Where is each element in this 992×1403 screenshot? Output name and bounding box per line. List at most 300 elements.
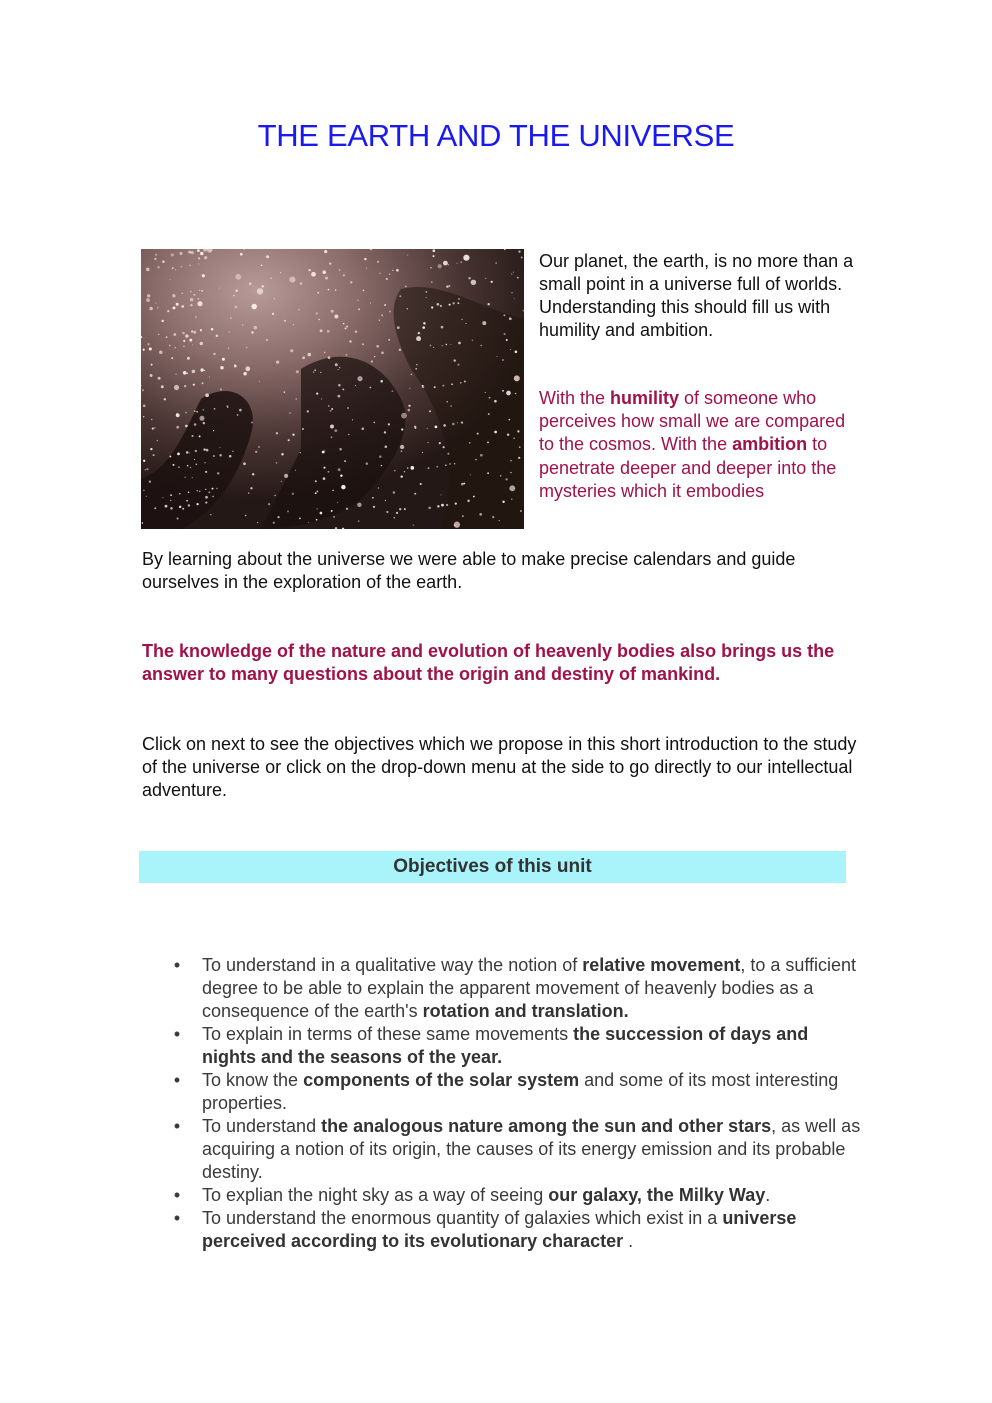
star-dot [449, 304, 451, 306]
star-dot [185, 477, 186, 478]
star-dot [410, 466, 414, 470]
star-dot [436, 466, 438, 468]
star-dot [338, 468, 341, 471]
star-dot [287, 510, 289, 512]
star-dot [315, 492, 317, 494]
star-dot [171, 357, 173, 359]
star-dot [185, 425, 188, 428]
star-dot [328, 289, 330, 291]
star-dot [499, 520, 500, 521]
star-dot [487, 442, 489, 444]
star-dot [500, 475, 501, 476]
star-dot [409, 388, 410, 389]
star-dot [404, 471, 405, 472]
list-item: • To understand in a qualitative way the notion of relative movement, to a sufficient degree to be able to explain the apparent movement of heavenly bodies as a consequence of the earth's rotation and translation. [173, 955, 857, 1021]
star-dot [273, 522, 275, 524]
star-dot [345, 327, 347, 329]
star-dot [491, 281, 493, 283]
star-dot [442, 345, 443, 346]
star-dot [372, 497, 374, 499]
star-dot [150, 448, 152, 450]
star-dot [190, 298, 193, 301]
star-dot [406, 308, 408, 310]
star-dot [185, 412, 187, 414]
star-dot [454, 522, 460, 528]
star-dot [331, 408, 333, 410]
star-dot [414, 493, 416, 495]
star-dot [182, 332, 185, 335]
star-dot [317, 292, 319, 294]
star-dot [376, 345, 379, 348]
star-dot [509, 317, 512, 320]
star-dot [152, 428, 154, 430]
star-dot [416, 336, 421, 341]
star-dot [172, 267, 174, 269]
star-dot [245, 515, 247, 517]
star-dot [450, 344, 451, 345]
star-dot [153, 454, 155, 456]
star-dot [174, 385, 179, 390]
star-dot [515, 350, 518, 353]
star-dot [284, 474, 288, 478]
star-dot [243, 462, 246, 465]
starfield-nebula-image [141, 249, 524, 529]
star-dot [400, 445, 404, 449]
star-dot [180, 252, 183, 255]
star-dot [407, 467, 409, 469]
star-dot [146, 468, 148, 470]
star-dot [262, 285, 264, 287]
star-dot [503, 314, 505, 316]
star-dot [185, 334, 188, 337]
star-dot [188, 251, 191, 254]
star-dot [203, 422, 205, 424]
star-dot [170, 279, 171, 280]
star-dot [270, 278, 271, 279]
star-dot [288, 439, 290, 441]
star-dot [212, 488, 214, 490]
star-dot [327, 330, 330, 333]
star-dot [357, 376, 362, 381]
star-dot [170, 507, 173, 510]
star-dot [379, 455, 382, 458]
star-dot [394, 517, 395, 518]
star-dot [187, 357, 190, 360]
star-dot [488, 413, 490, 415]
star-dot [183, 346, 184, 347]
star-dot [219, 287, 220, 288]
star-dot [379, 320, 380, 321]
star-dot [296, 398, 297, 399]
star-dot [454, 463, 455, 464]
star-dot [420, 483, 422, 485]
star-dot [355, 385, 356, 386]
star-dot [155, 254, 157, 256]
star-dot [446, 285, 449, 288]
star-dot [401, 413, 407, 419]
star-dot [338, 384, 341, 387]
star-dot [191, 330, 193, 332]
star-dot [385, 446, 388, 449]
star-dot [173, 306, 176, 309]
star-dot [189, 452, 190, 453]
star-dot [449, 463, 451, 465]
star-dot [373, 422, 375, 424]
star-dot [154, 507, 156, 509]
star-dot [434, 386, 436, 388]
star-dot [437, 303, 440, 306]
star-dot [243, 372, 246, 375]
star-dot [313, 371, 315, 373]
star-dot [308, 522, 309, 523]
star-dot [331, 510, 333, 512]
star-dot [381, 314, 383, 316]
star-dot [157, 266, 159, 268]
star-dot [250, 487, 252, 489]
star-dot [349, 340, 351, 342]
star-dot [173, 333, 176, 336]
bullet-icon: • [173, 1116, 181, 1136]
star-dot [201, 290, 203, 292]
star-dot [323, 467, 325, 469]
star-dot [162, 260, 164, 262]
star-dot [200, 329, 202, 331]
star-dot [399, 349, 401, 351]
star-dot [451, 405, 452, 406]
star-dot [175, 347, 176, 348]
star-dot [507, 434, 509, 436]
star-dot [182, 293, 184, 295]
star-dot [521, 257, 523, 259]
star-dot [380, 380, 383, 383]
star-dot [146, 298, 150, 302]
star-dot [311, 272, 316, 277]
star-dot [495, 262, 497, 264]
star-dot [235, 289, 238, 292]
star-dot [386, 278, 388, 280]
star-dot [298, 309, 300, 311]
star-dot [392, 270, 393, 271]
star-dot [511, 499, 512, 500]
star-dot [204, 256, 207, 259]
star-dot [295, 470, 296, 471]
star-dot [212, 496, 214, 498]
star-dot [198, 263, 199, 264]
humility-term: humility [610, 388, 680, 408]
star-dot [316, 393, 318, 395]
star-dot [192, 344, 193, 345]
star-dot [181, 266, 183, 268]
star-dot [266, 255, 269, 258]
star-dot [176, 426, 179, 429]
star-dot [205, 489, 206, 490]
star-dot [235, 274, 241, 280]
star-dot [252, 473, 254, 475]
star-dot [259, 381, 260, 382]
star-dot [199, 435, 201, 437]
star-dot [188, 491, 190, 493]
star-dot [378, 487, 380, 489]
star-dot [196, 503, 198, 505]
star-dot [446, 344, 447, 345]
star-dot [217, 472, 219, 474]
star-dot [438, 264, 442, 268]
star-dot [186, 451, 189, 454]
star-dot [502, 390, 504, 392]
star-dot [366, 267, 367, 268]
star-dot [205, 393, 209, 397]
star-dot [446, 504, 448, 506]
star-dot [158, 377, 161, 380]
star-dot [175, 269, 176, 270]
star-dot [422, 326, 425, 329]
star-dot [511, 292, 512, 293]
star-dot [187, 465, 189, 467]
star-dot [458, 298, 460, 300]
star-dot [384, 431, 386, 433]
star-dot [330, 425, 334, 429]
star-dot [514, 298, 515, 299]
star-dot [485, 278, 486, 279]
star-dot [195, 316, 197, 318]
star-dot [475, 459, 477, 461]
star-dot [442, 385, 444, 387]
star-dot [292, 434, 294, 436]
star-dot [370, 302, 371, 303]
star-dot [200, 252, 203, 255]
star-dot [222, 358, 225, 361]
star-dot [423, 322, 425, 324]
star-dot [416, 364, 418, 366]
star-dot [506, 339, 508, 341]
star-dot [184, 385, 186, 387]
star-dot [150, 374, 153, 377]
star-dot [151, 364, 153, 366]
navigation-instruction-paragraph: Click on next to see the objectives which we propose in this short introduction to the study of the universe or click on the drop-down menu at the side to go directly to our intellectual adventure. [142, 734, 857, 800]
star-dot [515, 393, 517, 395]
star-dot [443, 446, 445, 448]
star-dot [468, 277, 470, 279]
star-dot [428, 467, 430, 469]
star-dot [245, 366, 250, 371]
star-dot [405, 285, 407, 287]
star-dot [299, 518, 301, 520]
star-dot [332, 490, 334, 492]
star-dot [151, 419, 152, 420]
star-dot [323, 477, 326, 480]
star-dot [208, 491, 210, 493]
star-dot [350, 281, 352, 283]
star-dot [200, 368, 203, 371]
star-dot [440, 494, 441, 495]
star-dot [518, 250, 520, 252]
star-dot [333, 516, 335, 518]
star-dot [284, 391, 285, 392]
star-dot [189, 339, 192, 342]
star-dot [292, 493, 294, 495]
star-dot [315, 480, 317, 482]
star-dot [429, 410, 431, 412]
star-dot [397, 326, 400, 329]
star-dot [251, 304, 257, 310]
star-dot [392, 390, 394, 392]
star-dot [393, 491, 396, 494]
star-dot [461, 421, 463, 423]
star-dot [181, 305, 184, 308]
star-dot [197, 249, 200, 252]
star-dot [143, 349, 145, 351]
star-dot [325, 277, 328, 280]
star-dot [396, 512, 398, 514]
star-dot [159, 351, 163, 355]
star-dot [517, 277, 519, 279]
star-dot [200, 342, 204, 346]
star-dot [258, 446, 259, 447]
star-dot [226, 405, 228, 407]
star-dot [482, 321, 486, 325]
star-dot [465, 323, 466, 324]
star-dot [514, 375, 520, 381]
star-dot [389, 311, 391, 313]
bullet-icon: • [173, 1185, 181, 1205]
star-dot [358, 520, 360, 522]
star-dot [193, 294, 195, 296]
star-dot [479, 513, 482, 516]
star-dot [177, 517, 179, 519]
star-dot [408, 409, 411, 412]
star-dot [460, 382, 462, 384]
star-dot [165, 505, 168, 508]
star-dot [408, 405, 410, 407]
list-item: • To understand the analogous nature among the sun and other stars, as well as acquiring a notion of its origin, the causes of its energy emission and its probable destiny. [173, 1116, 861, 1182]
star-dot [457, 302, 459, 304]
star-dot [183, 371, 187, 375]
star-dot [328, 356, 331, 359]
list-item: • To understand the enormous quantity of galaxies which exist in a universe perceived according to its evolutionary character . [173, 1208, 797, 1251]
star-dot [145, 469, 146, 470]
star-dot [487, 472, 489, 474]
list-item: • To explain in terms of these same movements the succession of days and nights and the seasons of the year. [173, 1024, 809, 1067]
star-dot [467, 500, 469, 502]
star-dot [155, 302, 156, 303]
star-dot [324, 352, 326, 354]
star-dot [251, 421, 253, 423]
star-dot [219, 454, 222, 457]
star-dot [147, 343, 149, 345]
star-dot [190, 467, 191, 468]
star-dot [435, 426, 438, 429]
star-dot [203, 448, 205, 450]
star-dot [169, 456, 171, 458]
star-dot [202, 382, 204, 384]
star-dot [194, 423, 197, 426]
star-dot [413, 525, 414, 526]
star-dot [452, 423, 455, 426]
star-dot [205, 471, 207, 473]
star-dot [457, 364, 459, 366]
star-dot [458, 342, 461, 345]
star-dot [233, 295, 234, 296]
star-dot [206, 449, 209, 452]
star-dot [320, 329, 323, 332]
star-dot [456, 263, 457, 264]
star-dot [460, 261, 462, 263]
star-dot [431, 281, 433, 283]
star-dot [255, 451, 257, 453]
star-dot [339, 448, 342, 451]
star-dot [427, 428, 428, 429]
star-dot [480, 454, 483, 457]
star-dot [519, 446, 521, 448]
star-dot [191, 251, 194, 254]
star-dot [276, 360, 279, 363]
star-dot [176, 413, 180, 417]
star-dot [209, 376, 210, 377]
star-dot [338, 395, 341, 398]
star-dot [166, 336, 168, 338]
star-dot [293, 324, 294, 325]
star-dot [422, 452, 423, 453]
star-dot [357, 503, 361, 507]
star-dot [316, 490, 318, 492]
star-dot [418, 332, 420, 334]
star-dot [229, 331, 230, 332]
star-dot [290, 349, 293, 352]
star-dot [379, 273, 380, 274]
star-dot [239, 409, 242, 412]
star-dot [179, 493, 181, 495]
star-dot [371, 360, 373, 362]
star-dot [328, 405, 329, 406]
star-dot [488, 303, 490, 305]
star-dot [513, 437, 514, 438]
star-dot [198, 257, 200, 259]
star-dot [462, 515, 464, 517]
star-dot [384, 304, 386, 306]
star-dot [192, 477, 193, 478]
star-dot [170, 500, 171, 501]
star-dot [366, 462, 369, 465]
star-dot [381, 351, 384, 354]
star-dot [471, 280, 476, 285]
star-dot [257, 522, 258, 523]
star-dot [213, 430, 214, 431]
star-dot [494, 400, 497, 403]
star-dot [204, 370, 205, 371]
star-dot [176, 303, 179, 306]
bullet-icon: • [173, 1208, 181, 1228]
star-dot [414, 426, 416, 428]
star-dot [445, 464, 447, 466]
star-dot [164, 398, 166, 400]
star-dot [344, 460, 346, 462]
star-dot [257, 288, 263, 294]
star-dot [187, 373, 189, 375]
star-dot [401, 450, 403, 452]
star-dot [220, 366, 223, 369]
star-dot [194, 459, 195, 460]
star-dot [331, 436, 333, 438]
star-dot [154, 258, 156, 260]
star-dot [234, 364, 235, 365]
star-dot [449, 285, 451, 287]
star-dot [194, 410, 196, 412]
star-dot [509, 485, 515, 491]
star-dot [157, 440, 159, 442]
star-dot [237, 414, 239, 416]
star-dot [335, 289, 336, 290]
star-dot [426, 297, 427, 298]
